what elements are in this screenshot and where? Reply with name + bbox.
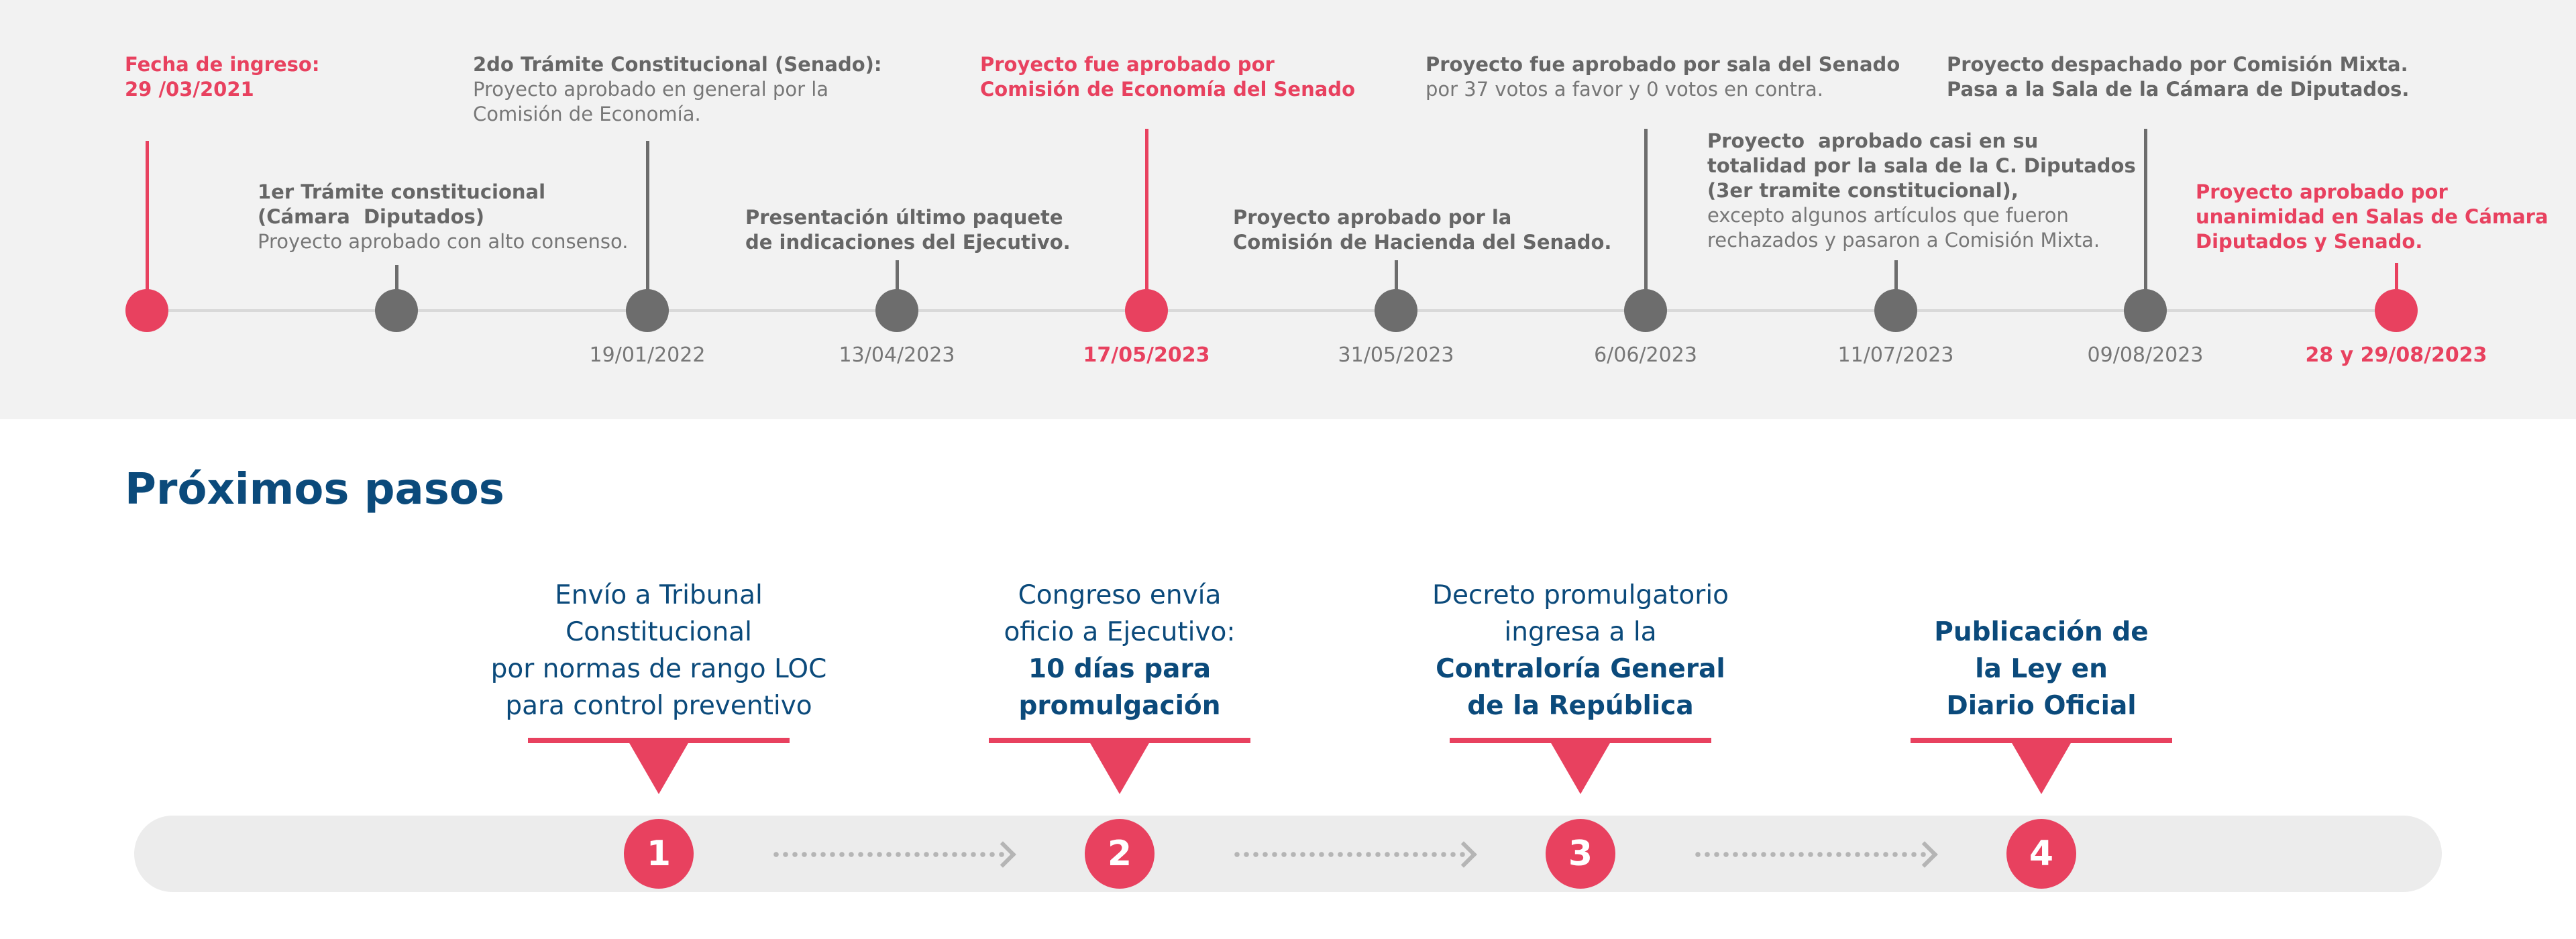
step-number: 4 [2006,819,2076,889]
event-date: 11/07/2023 [1837,343,1954,367]
step-text-line: para control preventivo [505,691,812,721]
event-label-bold: unanimidad en Salas de Cámara [2196,205,2548,228]
event-label-bold: totalidad por la sala de la C. Diputados [1707,154,2136,177]
step-description [1406,577,1755,724]
event-label-bold: Presentación último paquete [745,206,1063,229]
step-text-line: oficio a Ejecutivo: [1004,617,1236,647]
event-dot [626,289,669,332]
event-label-bold: Proyecto fue aprobado por sala del Senado [1426,53,1900,76]
step-text-bold: Publicación de [1934,617,2149,647]
timeline-axis [146,309,2396,312]
event-date: 28 y 29/08/2023 [2305,343,2487,367]
event-label [473,52,882,127]
step-pointer [629,742,689,794]
step-arrow [771,852,1006,857]
event-label-bold: Diputados y Senado. [2196,230,2423,253]
event-date: 17/05/2023 [1083,343,1210,367]
step-text-line: Constitucional [566,617,752,647]
event-connector [2144,129,2147,296]
step-number: 3 [1546,819,1615,889]
event-dot [2375,289,2418,332]
event-dot [875,289,918,332]
event-label [980,52,1355,102]
event-date: 13/04/2023 [839,343,955,367]
event-date: 09/08/2023 [2087,343,2204,367]
step-pointer [1089,742,1150,794]
event-label [1947,52,2409,102]
event-label [258,180,628,254]
step-number: 1 [624,819,694,889]
event-dot [2124,289,2167,332]
event-dot [1624,289,1667,332]
event-label-bold: Fecha de ingreso: [125,53,320,76]
event-connector [646,141,649,296]
event-label-bold: Comisión de Hacienda del Senado. [1233,231,1612,254]
event-connector [1644,129,1648,296]
step-pointer [1550,742,1611,794]
step-text-bold: promulgación [1018,691,1221,721]
event-label-bold: Proyecto aprobado por [2196,180,2448,203]
event-label-text: rechazados y pasaron a Comisión Mixta. [1707,229,2100,252]
step-text-line: ingresa a la [1504,617,1657,647]
step-text-line: Envío a Tribunal [555,580,763,610]
step-text-bold: de la República [1467,691,1694,721]
event-label [2196,180,2548,254]
event-label-bold: Comisión de Economía del Senado [980,78,1355,101]
step-text-bold: la Ley en [1975,654,2108,684]
step-description [1867,614,2216,724]
event-dot [1375,289,1417,332]
event-label-bold: 1er Trámite constitucional [258,180,546,203]
event-date: 19/01/2022 [589,343,706,367]
event-label-bold: (3er tramite constitucional), [1707,179,2019,202]
step-pointer [2011,742,2072,794]
event-label [1233,205,1611,255]
event-label-text: por 37 votos a favor y 0 votos en contra. [1426,78,1823,101]
event-date: 31/05/2023 [1338,343,1454,367]
next-steps-title: Próximos pasos [125,465,504,514]
step-description [945,577,1294,724]
event-date: 6/06/2023 [1594,343,1697,367]
step-description [484,577,833,724]
event-label-text: excepto algunos artículos que fueron [1707,204,2069,227]
event-label-text: Proyecto aprobado en general por la [473,78,829,101]
event-label [1707,129,2136,253]
event-label-bold: Pasa a la Sala de la Cámara de Diputados. [1947,78,2410,101]
step-text-bold: 10 días para [1028,654,1212,684]
step-text-bold: Diario Oficial [1946,691,2137,721]
event-label-bold: Proyecto aprobado por la [1233,206,1512,229]
event-label-bold: 29 /03/2021 [125,78,254,101]
step-arrow [1232,852,1466,857]
step-arrow [1693,852,1927,857]
event-dot [1125,289,1168,332]
event-label-bold: Proyecto aprobado casi en su [1707,129,2039,152]
event-label [745,205,1071,255]
timeline-panel [0,0,2576,419]
event-label-text: Proyecto aprobado con alto consenso. [258,230,629,253]
event-label-bold: (Cámara Diputados) [258,205,485,228]
event-connector [146,141,149,296]
event-connector [1145,129,1148,296]
event-label-bold: de indicaciones del Ejecutivo. [745,231,1071,254]
event-label [125,52,319,102]
event-label-bold: Proyecto despachado por Comisión Mixta. [1947,53,2408,76]
event-dot [1874,289,1917,332]
step-text-line: Decreto promulgatorio [1432,580,1729,610]
event-label-bold: Proyecto fue aprobado por [980,53,1275,76]
step-text-line: por normas de rango LOC [490,654,827,684]
event-dot [375,289,418,332]
event-label-text: Comisión de Economía. [473,103,701,125]
step-text-line: Congreso envía [1018,580,1222,610]
step-text-bold: Contraloría General [1436,654,1725,684]
step-number: 2 [1085,819,1155,889]
event-label-bold: 2do Trámite Constitucional (Senado): [473,53,882,76]
event-dot [125,289,168,332]
event-label [1426,52,1900,102]
